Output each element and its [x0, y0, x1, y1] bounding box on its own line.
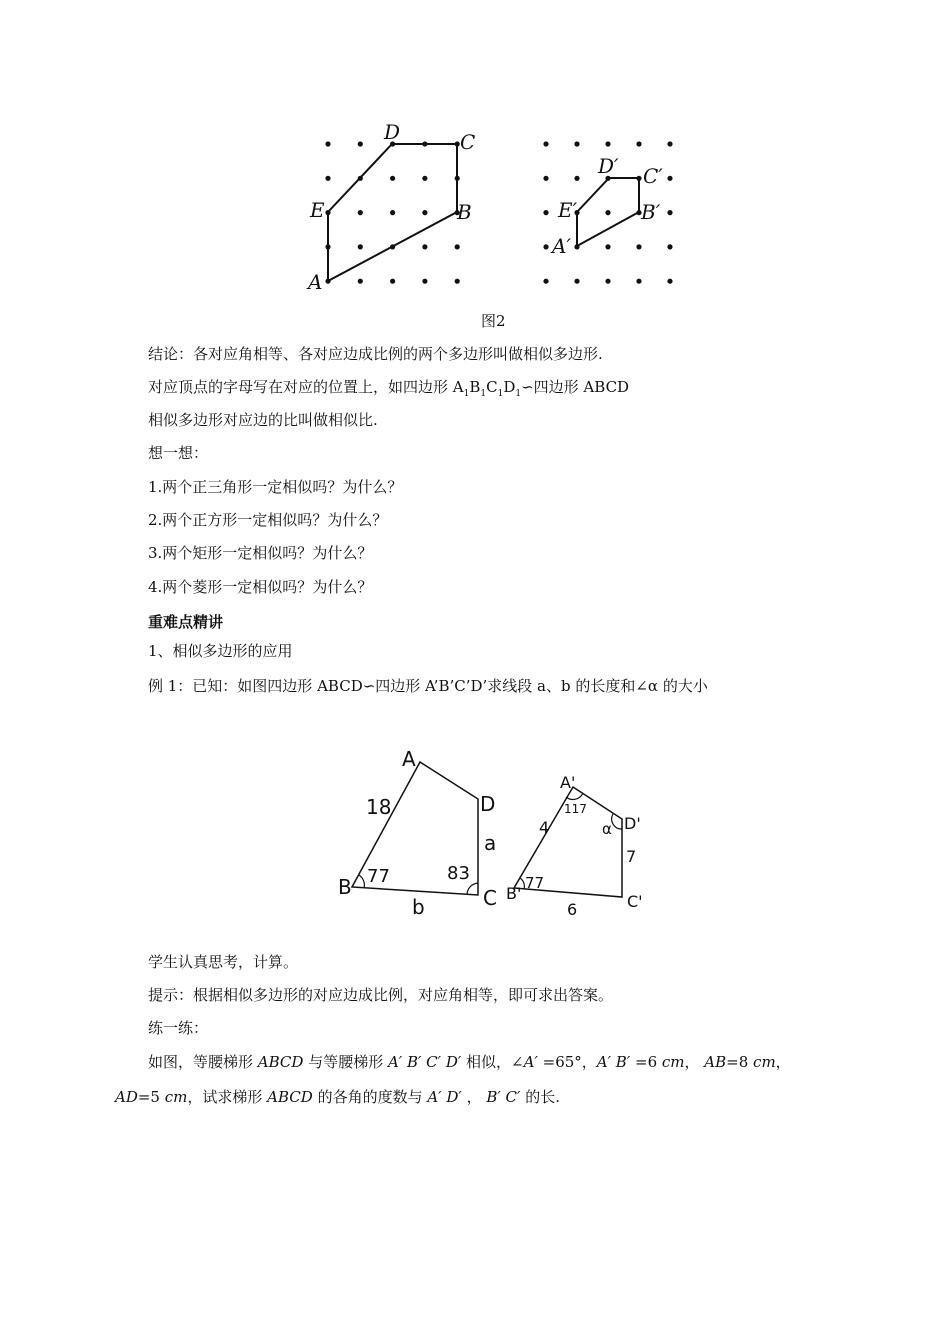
label-d: D [384, 120, 401, 144]
practice-text: cm [661, 1053, 685, 1071]
practice-text: A′ B′ [596, 1053, 631, 1071]
label-b-prime: B′ [641, 200, 661, 224]
vertex-d-prime: D' [624, 814, 641, 833]
side-ab-prime: 4 [539, 818, 550, 837]
notation-sub: 1 [497, 389, 504, 399]
angle-arc-b [359, 875, 364, 888]
grid-dot [574, 141, 579, 146]
grid-dot [422, 176, 427, 181]
vertex-c: C [483, 886, 497, 910]
practice-text: =5 [137, 1088, 165, 1106]
practice-text: 与等腰梯形 [303, 1053, 388, 1071]
grid-dot [605, 279, 610, 284]
grid-dot [358, 279, 363, 284]
think-title: 想一想： [148, 444, 209, 462]
grid-dot [667, 210, 672, 215]
grid-dot [358, 244, 363, 249]
side-bc-prime: 6 [567, 900, 578, 919]
grid-dot [422, 210, 427, 215]
grid-dot [422, 244, 427, 249]
left-dot-grid [325, 141, 459, 283]
question-3: 3.两个矩形一定相似吗？为什么？ [148, 544, 373, 562]
practice-text: ， [775, 1053, 791, 1071]
grid-dot [636, 244, 641, 249]
key-points-heading: 重难点精讲 [148, 613, 224, 631]
grid-dot [543, 176, 548, 181]
grid-dot [605, 210, 610, 215]
practice-text: cm [164, 1088, 188, 1106]
notation-post: ∽四边形 ABCD [521, 378, 630, 396]
side-cd: a [484, 831, 497, 855]
grid-dot [605, 141, 610, 146]
hint: 提示：根据相似多边形的对应边成比例，对应角相等，即可求出答案。 [148, 986, 614, 1004]
ratio-definition: 相似多边形对应边的比叫做相似比. [148, 411, 378, 429]
question-2: 2.两个正方形一定相似吗？为什么？ [148, 511, 388, 529]
grid-dot [636, 141, 641, 146]
practice-text: =6 [630, 1053, 662, 1071]
practice-text: B′ C′ [486, 1088, 521, 1106]
grid-dot [390, 210, 395, 215]
question-1: 1.两个正三角形一定相似吗？为什么？ [148, 478, 403, 496]
label-e: E [310, 198, 325, 222]
notation-pre: 对应顶点的字母写在对应的位置上，如四边形 A [148, 378, 464, 396]
angle-a-prime: 117 [564, 802, 587, 816]
label-e-prime: E′ [558, 198, 578, 222]
grid-dot [543, 210, 548, 215]
vertex-a-prime: A' [560, 773, 576, 792]
practice-text: A′ [523, 1053, 538, 1071]
grid-dot [455, 279, 460, 284]
practice-text: =65°， [537, 1053, 597, 1071]
grid-dot [422, 279, 427, 284]
label-a: A [308, 270, 323, 294]
grid-dot [667, 279, 672, 284]
practice-text: AB [704, 1053, 727, 1071]
side-ab: 18 [366, 795, 392, 819]
grid-dot [574, 279, 579, 284]
question-4: 4.两个菱形一定相似吗？为什么？ [148, 578, 373, 596]
notation-sub: 1 [515, 389, 522, 399]
students-think: 学生认真思考，计算。 [148, 953, 299, 971]
grid-dot [390, 176, 395, 181]
grid-dot [325, 176, 330, 181]
practice-text: 的长. [520, 1088, 560, 1106]
grid-dot [543, 141, 548, 146]
angle-d-prime: α [602, 820, 612, 838]
grid-dot [543, 279, 548, 284]
practice-text: ABCD [257, 1053, 304, 1071]
grid-dot [667, 244, 672, 249]
label-c: C [460, 130, 476, 154]
section-1-title: 1、相似多边形的应用 [148, 642, 293, 660]
practice-text: 的各角的度数与 [312, 1088, 428, 1106]
practice-text: ABCD [267, 1088, 313, 1106]
notation-d: D [503, 378, 516, 396]
figure-2-caption: 图2 [481, 312, 506, 330]
vertex-b-prime: B' [506, 884, 522, 903]
notation-sub: 1 [480, 389, 487, 399]
grid-dot [543, 244, 548, 249]
conclusion: 结论：各对应角相等、各对应边成比例的两个多边形叫做相似多边形. [148, 345, 603, 363]
practice-text: ， [684, 1053, 705, 1071]
example-1: 例 1：已知：如图四边形 ABCD∽四边形 A’B’C’D’求线段 a、b 的长度和∠α 的大小 [148, 677, 708, 695]
grid-dot [358, 210, 363, 215]
vertex-c-prime: C' [627, 892, 643, 911]
practice-line-1 [148, 1052, 791, 1072]
label-b: B [457, 200, 472, 224]
notation-sub: 1 [463, 389, 470, 399]
grid-dot [325, 141, 330, 146]
angle-arc-c [467, 883, 478, 894]
vertex-a: A [402, 747, 416, 771]
label-a-prime: A′ [552, 234, 571, 258]
side-bc: b [412, 895, 425, 919]
practice-line-2 [115, 1087, 560, 1107]
practice-text: A′ B′ C′ D′ [387, 1053, 462, 1071]
figure-2 [290, 115, 710, 300]
practice-text: =8 [726, 1053, 754, 1071]
practice-title: 练一练： [148, 1019, 209, 1037]
angle-b-prime: 77 [525, 874, 545, 892]
grid-dot [605, 244, 610, 249]
practice-text: 相似，∠ [461, 1053, 524, 1071]
practice-text: ， [461, 1088, 487, 1106]
angle-b: 77 [367, 866, 390, 887]
practice-text: 如图，等腰梯形 [148, 1053, 258, 1071]
practice-text: A′ D′ [427, 1088, 462, 1106]
label-c-prime: C′ [643, 164, 663, 188]
figure-3 [330, 742, 660, 922]
grid-dot [455, 244, 460, 249]
label-d-prime: D′ [598, 154, 619, 178]
vertex-b: B [338, 875, 352, 899]
vertex-d: D [480, 792, 496, 816]
side-cd-prime: 7 [626, 847, 637, 866]
grid-dot [390, 279, 395, 284]
grid-dot [574, 176, 579, 181]
grid-dot [358, 141, 363, 146]
angle-c: 83 [447, 863, 470, 884]
practice-text: AD [115, 1088, 138, 1106]
notation-c: C [486, 378, 498, 396]
grid-dot [636, 279, 641, 284]
notation-line [148, 377, 629, 404]
practice-text: ，试求梯形 [187, 1088, 268, 1106]
grid-dot [667, 176, 672, 181]
notation-b: B [469, 378, 481, 396]
grid-dot [667, 141, 672, 146]
practice-text: cm [753, 1053, 776, 1071]
